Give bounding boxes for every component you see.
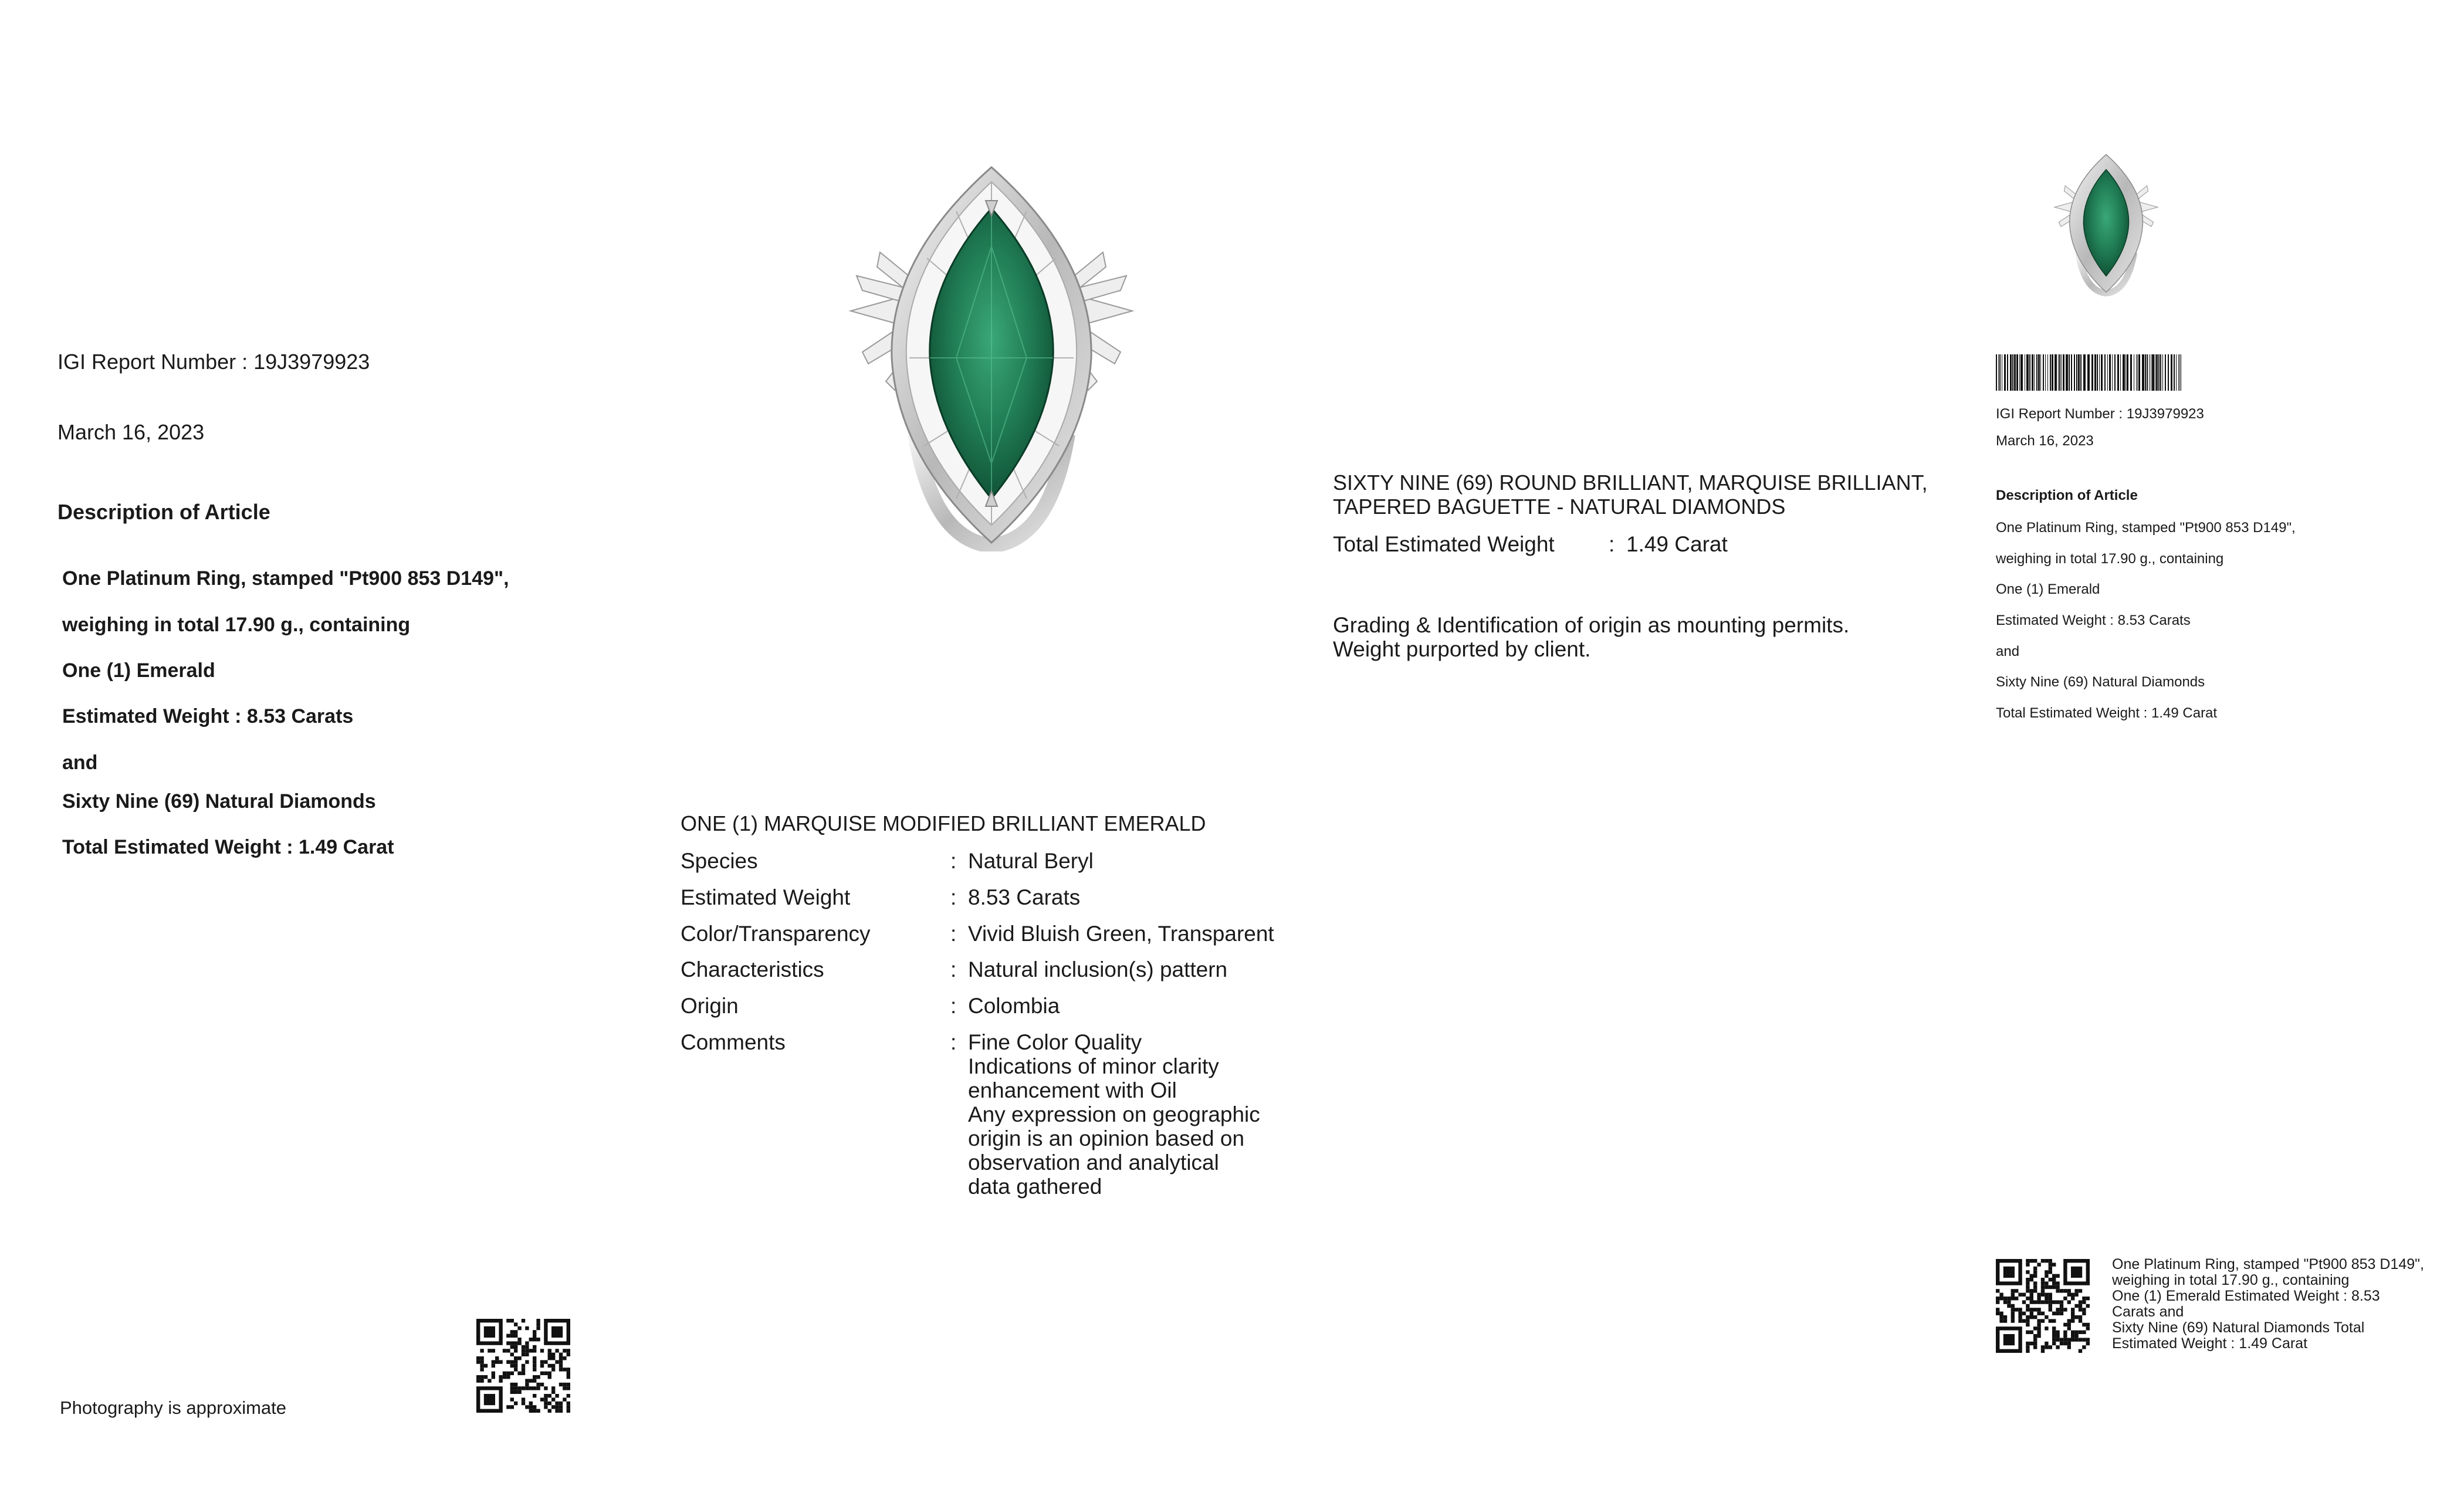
diamonds-weight-row: Total Estimated Weight : 1.49 Carat — [1333, 532, 1728, 556]
emerald-heading: ONE (1) MARQUISE MODIFIED BRILLIANT EMERALD — [681, 811, 1206, 835]
qr-code-icon — [476, 1319, 570, 1413]
emerald-row-species: Species : Natural Beryl — [681, 849, 1094, 873]
barcode-icon — [1996, 354, 2184, 391]
emerald-row-weight: Estimated Weight : 8.53 Carats — [681, 885, 1081, 909]
report-date: March 16, 2023 — [57, 420, 205, 444]
emerald-row-origin: Origin : Colombia — [681, 994, 1060, 1018]
right-description-line: weighing in total 17.90 g., containing — [1996, 551, 2224, 567]
right-report-date: March 16, 2023 — [1996, 433, 2094, 449]
emerald-row-characteristics: Characteristics : Natural inclusion(s) pattern — [681, 957, 1228, 981]
photography-note: Photography is approximate — [60, 1397, 287, 1418]
grading-note: Grading & Identification of origin as mounting permits. Weight purported by client. — [1333, 613, 1850, 661]
right-description-line: and — [1996, 644, 2020, 659]
description-line: Estimated Weight : 8.53 Carats — [62, 705, 354, 727]
qr-description: One Platinum Ring, stamped "Pt900 853 D149", weighing in total 17.90 g., containing One (1) Emerald Estimated Weight : 8.53 Carats and Sixty Nine (69) Natural Diamonds Total Estimated Weight : 1.49 Carat — [2112, 1256, 2424, 1352]
diamonds-heading: SIXTY NINE (69) ROUND BRILLIANT, MARQUISE BRILLIANT, TAPERED BAGUETTE - NATURAL DIAMONDS — [1333, 471, 1928, 519]
description-line: One (1) Emerald — [62, 659, 215, 682]
report-number: IGI Report Number : 19J3979923 — [57, 350, 370, 374]
description-line: Total Estimated Weight : 1.49 Carat — [62, 836, 394, 858]
description-line: weighing in total 17.90 g., containing — [62, 614, 411, 636]
qr-code-icon — [1996, 1259, 2090, 1353]
ring-photo — [815, 164, 1167, 551]
right-description-line: Estimated Weight : 8.53 Carats — [1996, 612, 2191, 628]
emerald-row-color: Color/Transparency : Vivid Bluish Green, Transparent — [681, 922, 1274, 946]
right-description-line: One Platinum Ring, stamped "Pt900 853 D149", — [1996, 520, 2296, 536]
right-report-number: IGI Report Number : 19J3979923 — [1996, 406, 2204, 422]
right-description-line: One (1) Emerald — [1996, 581, 2100, 597]
right-description-heading: Description of Article — [1996, 488, 2138, 503]
description-line: and — [62, 752, 98, 774]
description-line: Sixty Nine (69) Natural Diamonds — [62, 790, 376, 813]
ring-thumbnail — [2042, 150, 2171, 299]
right-description-line: Sixty Nine (69) Natural Diamonds — [1996, 674, 2205, 690]
comments-block: Fine Color Quality Indications of minor clarity enhancement with Oil Any expression on geographic origin is an opinion based on observation and analytical data gathered — [968, 1030, 1260, 1199]
right-description-line: Total Estimated Weight : 1.49 Carat — [1996, 705, 2218, 721]
description-heading: Description of Article — [57, 500, 270, 524]
description-line: One Platinum Ring, stamped "Pt900 853 D149", — [62, 567, 509, 590]
emerald-row-comments: Comments : Fine Color Quality Indications of minor clarity enhancement with Oil Any expression on geographic origin is an opinion based on observation and analytical data gathered — [681, 1030, 1260, 1199]
